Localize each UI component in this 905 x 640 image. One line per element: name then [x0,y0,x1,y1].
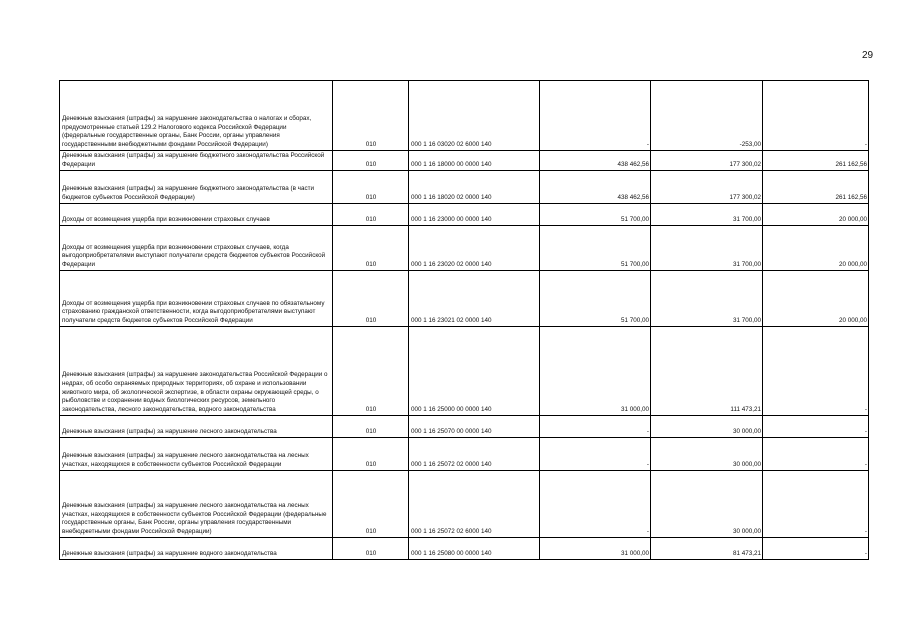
row-value-1: 438 462,56 [540,151,651,171]
table-row [60,204,869,226]
revenue-table [59,80,869,560]
row-value-1: 438 462,56 [540,171,651,204]
row-value-2: 31 700,00 [651,271,763,327]
row-name: Денежные взыскания (штрафы) за нарушение законодательства о налогах и сборах, предусмотренные статьей 129.2 Налогового кодекса Российской Федерации (федеральные государственные органы, Банк России, органы управления государственными внебюджетными фондами Российской Федерации) [60,81,333,151]
row-value-2: 30 000,00 [651,416,763,438]
row-name: Денежные взыскания (штрафы) за нарушение бюджетного законодательства Российской Федерации [60,151,333,171]
table-row [60,81,869,151]
row-budget-code: 000 1 16 25072 02 6000 140 [409,471,540,538]
row-line-code: 010 [333,327,409,416]
row-name: Денежные взыскания (штрафы) за нарушение лесного законодательства на лесных участках, находящихся в собственности субъектов Российской Федерации (федеральные государственные органы, Банк России, органы управления государственными внебюджетными фондами Российской Федерации) [60,471,333,538]
row-value-1: 31 000,00 [540,538,651,560]
row-value-2: 177 300,02 [651,171,763,204]
row-budget-code: 000 1 16 18020 02 0000 140 [409,171,540,204]
row-value-3: - [763,81,869,151]
row-value-2: 31 700,00 [651,226,763,271]
row-line-code: 010 [333,226,409,271]
row-name: Доходы от возмещения ущерба при возникновении страховых случаев [60,204,333,226]
row-value-2: -253,00 [651,81,763,151]
row-budget-code: 000 1 16 23000 00 0000 140 [409,204,540,226]
row-value-1: 31 000,00 [540,327,651,416]
row-value-1: 51 700,00 [540,204,651,226]
row-name: Денежные взыскания (штрафы) за нарушение лесного законодательства на лесных участках, находящихся в собственности субъектов Российской Федерации [60,438,333,471]
table-row [60,471,869,538]
row-name: Денежные взыскания (штрафы) за нарушение водного законодательства [60,538,333,560]
row-value-2: 30 000,00 [651,471,763,538]
row-value-2: 31 700,00 [651,204,763,226]
table-row [60,226,869,271]
table-row [60,538,869,560]
row-line-code: 010 [333,471,409,538]
row-value-2: 177 300,02 [651,151,763,171]
table-row [60,416,869,438]
row-value-3: 261 162,56 [763,151,869,171]
row-budget-code: 000 1 16 25072 02 0000 140 [409,438,540,471]
table-row [60,151,869,171]
row-value-2: 30 000,00 [651,438,763,471]
row-line-code: 010 [333,271,409,327]
row-budget-code: 000 1 16 03020 02 6000 140 [409,81,540,151]
row-budget-code: 000 1 16 25070 00 0000 140 [409,416,540,438]
row-value-3: 20 000,00 [763,226,869,271]
row-value-1: 51 700,00 [540,271,651,327]
row-value-3: - [763,416,869,438]
row-line-code: 010 [333,81,409,151]
row-budget-code: 000 1 16 25080 00 0000 140 [409,538,540,560]
table-row [60,271,869,327]
row-name: Денежные взыскания (штрафы) за нарушение законодательства Российской Федерации о недрах, об особо охраняемых природных территориях, об охране и использовании животного мира, об экологической экспертизе, в области охраны окружающей среды, о рыболовстве и сохранении водных биологических ресурсов, земельного законодательства, лесного законодательства, водного законодательства [60,327,333,416]
table-row [60,327,869,416]
row-budget-code: 000 1 16 23021 02 0000 140 [409,271,540,327]
row-name: Доходы от возмещения ущерба при возникновении страховых случаев по обязательному страхованию гражданской ответственности, когда выгодоприобретателями выступают получатели средств бюджетов субъектов Российской Федерации [60,271,333,327]
row-value-1: 51 700,00 [540,226,651,271]
row-value-2: 81 473,21 [651,538,763,560]
row-value-3: - [763,327,869,416]
row-line-code: 010 [333,538,409,560]
row-name: Денежные взыскания (штрафы) за нарушение бюджетного законодательства (в части бюджетов субъектов Российской Федерации) [60,171,333,204]
row-value-3: - [763,538,869,560]
row-budget-code: 000 1 16 18000 00 0000 140 [409,151,540,171]
row-value-3: - [763,471,869,538]
row-value-1: - [540,81,651,151]
row-budget-code: 000 1 16 25000 00 0000 140 [409,327,540,416]
row-value-3: 20 000,00 [763,204,869,226]
row-value-3: 20 000,00 [763,271,869,327]
row-value-3: 261 162,56 [763,171,869,204]
row-value-3: - [763,438,869,471]
row-line-code: 010 [333,416,409,438]
row-line-code: 010 [333,151,409,171]
row-line-code: 010 [333,171,409,204]
row-name: Денежные взыскания (штрафы) за нарушение лесного законодательства [60,416,333,438]
table-row [60,438,869,471]
table-row [60,171,869,204]
row-value-1: - [540,471,651,538]
row-value-2: 111 473,21 [651,327,763,416]
row-value-1: - [540,416,651,438]
row-value-1: - [540,438,651,471]
row-name: Доходы от возмещения ущерба при возникновении страховых случаев, когда выгодоприобретателями выступают получатели средств бюджетов субъектов Российской Федерации [60,226,333,271]
row-line-code: 010 [333,204,409,226]
row-budget-code: 000 1 16 23020 02 0000 140 [409,226,540,271]
row-line-code: 010 [333,438,409,471]
page-number: 29 [862,50,874,61]
